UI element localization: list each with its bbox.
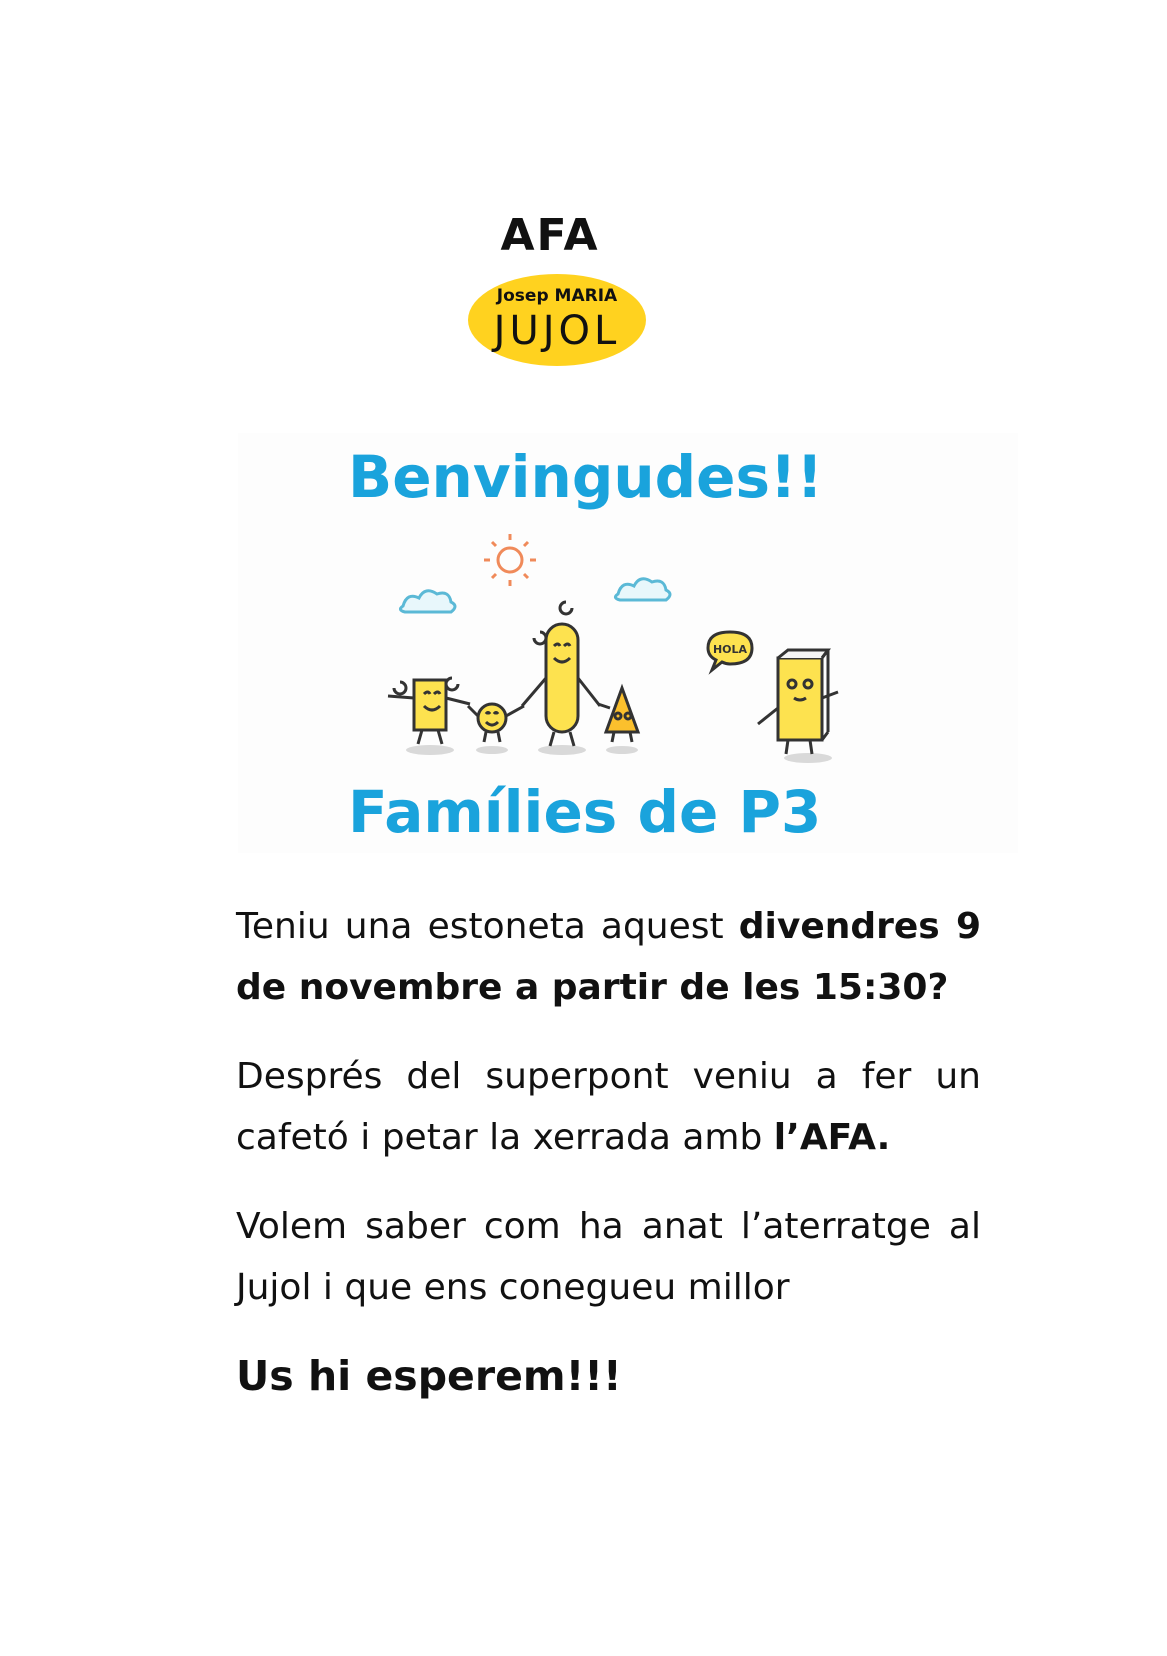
welcome-title: Benvingudes!! — [348, 443, 823, 511]
closing-line: Us hi esperem!!! — [236, 1352, 622, 1400]
welcome-banner — [238, 433, 1018, 853]
character-ball — [468, 704, 524, 742]
afa-logo — [450, 210, 670, 370]
logo-main-text: JUJOL — [493, 308, 621, 354]
paragraph-coffee — [236, 1046, 981, 1168]
family-illustration — [238, 528, 1018, 778]
logo-subtitle: Josep MARIA — [496, 286, 618, 306]
meet-text: Volem saber com ha anat l’aterratge al Jujol i que ens conegueu millor — [236, 1206, 981, 1308]
invitation-date: divendres 9 de novembre a partir de les 15:30? — [236, 906, 981, 1008]
logo-badge — [468, 274, 646, 366]
paragraph-invitation — [236, 896, 981, 1018]
speech-bubble — [708, 632, 752, 670]
logo-title: AFA — [500, 210, 600, 261]
character-book — [758, 650, 838, 754]
character-triangle — [598, 688, 638, 742]
coffee-text: Després del superpont veniu a fer un cafetó i petar la xerrada amb — [236, 1056, 981, 1158]
character-tall — [522, 602, 600, 746]
character-rectangle — [388, 678, 470, 744]
sun-icon — [484, 534, 536, 586]
speech-bubble-text: HOLA — [712, 643, 748, 656]
paragraph-meet — [236, 1196, 981, 1318]
invitation-text: Teniu una estoneta aquest — [236, 906, 739, 947]
cloud-icon — [400, 591, 455, 612]
cloud-icon — [615, 579, 670, 600]
coffee-afa: l’AFA. — [773, 1117, 891, 1158]
welcome-subtitle: Famílies de P3 — [348, 778, 822, 846]
